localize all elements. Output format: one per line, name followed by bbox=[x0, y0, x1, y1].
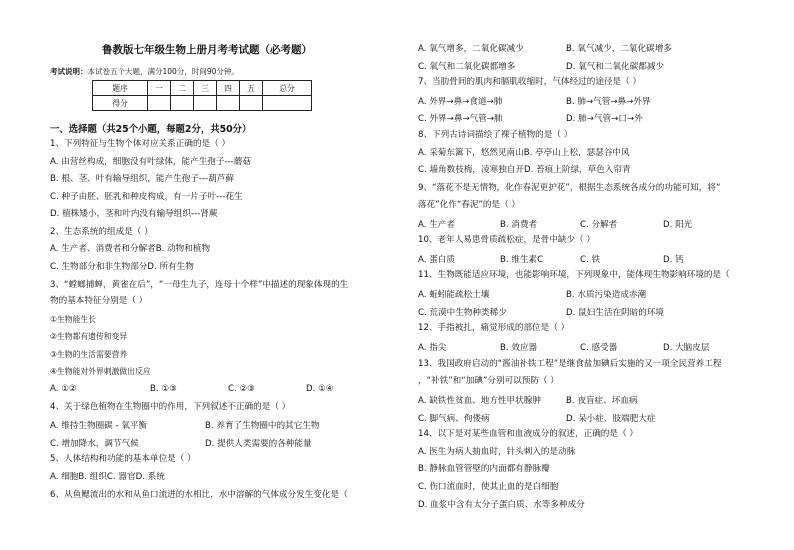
question-2: 2、生态系统的组成是（ ） bbox=[50, 227, 153, 237]
option-a: A. 维持生物圈碳 - 氧平衡 bbox=[50, 421, 148, 431]
option-a: A. 外界→鼻→食道→肺 bbox=[418, 97, 503, 107]
option-line: C. 生物部分和非生物部分D. 所有生物 bbox=[50, 262, 194, 272]
option-d: D. 大脑皮层 bbox=[663, 343, 710, 353]
option-line: A. 由营丝构成，细胞没有叶绿体，能产生孢子---蘑菇 bbox=[50, 157, 251, 167]
option-b: B. 养育了生物圈中的其它生物 bbox=[205, 421, 320, 431]
option-line: A. 生产者、消费者和分解者B. 动物和植物 bbox=[50, 244, 211, 254]
question-8: 8、下列古诗词描绘了裸子植物的是（ ） bbox=[418, 130, 573, 140]
option-b: B. 效应器 bbox=[500, 343, 538, 353]
question-14: 14、以下是对某些血管和血液成分的叙述，正确的是（ ） bbox=[418, 429, 638, 439]
option-c: C. 外界→鼻→气管→肺 bbox=[418, 114, 503, 124]
option-line: B. 静脉血管管壁的内面都有静脉瓣 bbox=[418, 464, 550, 474]
option-b: B. 维生素C bbox=[500, 255, 544, 265]
score-cell: 三 bbox=[194, 81, 217, 96]
score-table bbox=[92, 80, 312, 111]
option-c: C. 脚气病、佝偻病 bbox=[418, 414, 490, 424]
question-3-cont: 物的基本特征分别是（ ） bbox=[50, 296, 148, 306]
option-a: A. 指尖 bbox=[418, 343, 447, 353]
exam-note bbox=[50, 66, 239, 77]
section-heading: 一、选择题（共25个小题，每题2分，共50分） bbox=[50, 124, 252, 135]
statement-line: ③生物的生活需要营养 bbox=[50, 350, 128, 359]
question-12: 12、手指被扎，痛觉形成的部位是（ ） bbox=[418, 323, 570, 333]
option-a: A. 生产者 bbox=[418, 220, 455, 230]
statement-line: ④生物能对外界刺激做出反应 bbox=[50, 367, 151, 376]
option-line: D. 血浆中含有大分子蛋白质、水等多种成分 bbox=[418, 500, 585, 510]
question-13: 13、我国政府启动的“酱油补铁工程”是继食盐加碘后实施的又一项全民营养工程 bbox=[418, 359, 722, 369]
option-d: D. 阳光 bbox=[663, 220, 693, 230]
exam-note-label: 考试说明： bbox=[50, 67, 88, 76]
option-line: A. 医生为病人抽血时，针头刺入的是动脉 bbox=[418, 447, 576, 457]
option-b: B. 消费者 bbox=[500, 220, 538, 230]
option-c: C. 氧气和二氧化碳都增多 bbox=[418, 62, 516, 72]
option-d: D. 氧气和二氧化碳都减少 bbox=[566, 62, 665, 72]
option-line: C. 墙角数枝梅，凌寒独自开D. 苔痕上阶绿，草色入帘青 bbox=[418, 165, 631, 175]
question-11: 11、生物既能适应环境，也能影响环境，下列现象中，能体现生物影响环境的是（ bbox=[418, 270, 730, 280]
option-c: C. ②③ bbox=[228, 384, 255, 394]
option-c: C. 荒漠中生物种类稀少 bbox=[418, 308, 507, 318]
option-b: B. 肺→气管→鼻→外界 bbox=[566, 97, 651, 107]
score-cell: 二 bbox=[171, 81, 194, 96]
score-cell: 一 bbox=[148, 81, 171, 96]
score-blank[interactable] bbox=[171, 96, 194, 111]
question-13-cont: ，“补铁”和“加碘”分别可以预防（ ） bbox=[418, 376, 559, 386]
question-10: 10、老年人易患骨质疏松症，是骨中缺少（ ） bbox=[418, 235, 595, 245]
option-d: D. 呆小症、肢端肥大症 bbox=[566, 414, 656, 424]
option-line: A. 采菊东篱下，悠然见南山B. 亭亭山上松，瑟瑟谷中风 bbox=[418, 148, 630, 158]
question-4: 4、关于绿色植物在生物圈中的作用，下列叙述不正确的是（ ） bbox=[50, 402, 291, 412]
option-line: C. 伤口流血时，使其止血的是白细胞 bbox=[418, 482, 559, 492]
option-a: A. 蚯蚓能疏松土壤 bbox=[418, 290, 490, 300]
option-c: C. 增加降水，调节气候 bbox=[50, 439, 139, 449]
question-6: 6、从鱼鳃流出的水和从鱼口流进的水相比，水中溶解的气体成分发生变化是（ bbox=[50, 490, 348, 500]
score-blank[interactable] bbox=[240, 96, 263, 111]
option-a: A. ①② bbox=[50, 384, 77, 394]
score-cell: 得分 bbox=[93, 96, 148, 111]
option-b: B. ①③ bbox=[150, 384, 177, 394]
score-cell: 总分 bbox=[263, 81, 312, 96]
option-c: C. 分解者 bbox=[580, 220, 618, 230]
question-9-cont: 落花”化作“春泥”的是（ ） bbox=[418, 200, 521, 210]
option-a: A. 缺铁性贫血、地方性甲状腺肿 bbox=[418, 396, 541, 406]
option-a: A. 氧气增多，二氧化碳减少 bbox=[418, 44, 524, 54]
option-line: D. 植株矮小，茎和叶内没有输导组织---肾蕨 bbox=[50, 209, 218, 219]
score-table-header-row bbox=[93, 81, 312, 96]
question-7: 7、当肋骨间的肌肉和膈肌收缩时，气体经过的途径是（ ） bbox=[418, 77, 642, 87]
score-blank[interactable] bbox=[148, 96, 171, 111]
option-d: D. ①④ bbox=[306, 384, 334, 394]
score-cell: 五 bbox=[240, 81, 263, 96]
score-blank[interactable] bbox=[217, 96, 240, 111]
option-d: D. 钙 bbox=[663, 255, 684, 265]
option-line: C. 种子由胚、胚乳和种皮构成，有一片子叶---花生 bbox=[50, 192, 243, 202]
option-c: C. 感受器 bbox=[580, 343, 618, 353]
statement-line: ①生物能生长 bbox=[50, 315, 96, 324]
option-b: B. 夜盲症、坏血病 bbox=[566, 396, 638, 406]
option-d: D. 肺→气管→口→外 bbox=[566, 114, 643, 124]
option-d: D. 提供人类需要的各种能量 bbox=[205, 439, 312, 449]
question-1: 1、下列特征与生物个体对应关系正确的是（ ） bbox=[50, 139, 231, 149]
option-b: B. 水质污染造成赤潮 bbox=[566, 290, 647, 300]
score-table-score-row bbox=[93, 96, 312, 111]
option-b: B. 氧气减少，二氧化碳增多 bbox=[566, 44, 672, 54]
question-9: 9、“落花不是无情物，化作春泥更护花”，根据生态系统各成分的功能可知，将“ bbox=[418, 183, 721, 193]
option-c: C. 铁 bbox=[580, 255, 601, 265]
score-blank[interactable] bbox=[263, 96, 312, 111]
page-title: 鲁教版七年级生物上册月考考试题（必考题） bbox=[102, 44, 312, 56]
option-line: A. 细胞B. 组织C. 器官D. 系统 bbox=[50, 472, 165, 482]
exam-note-text: 本试卷五个大题，满分100分，时间90分钟。 bbox=[87, 67, 239, 76]
statement-line: ②生物都有遗传和变异 bbox=[50, 332, 128, 341]
score-cell: 题序 bbox=[93, 81, 148, 96]
option-line: B. 根、茎、叶有输导组织，能产生孢子---葫芦藓 bbox=[50, 174, 234, 184]
score-cell: 四 bbox=[217, 81, 240, 96]
score-blank[interactable] bbox=[194, 96, 217, 111]
option-a: A. 蛋白质 bbox=[418, 255, 455, 265]
question-3: 3、“螳螂捕蝉，黄雀在后”，“一母生九子，连母十个样”中描述的现象体现的生 bbox=[50, 280, 349, 290]
option-d: D. 鼠妇生活在阴暗的环境 bbox=[566, 308, 665, 318]
question-5: 5、人体结构和功能的基本单位是（ ） bbox=[50, 454, 196, 464]
